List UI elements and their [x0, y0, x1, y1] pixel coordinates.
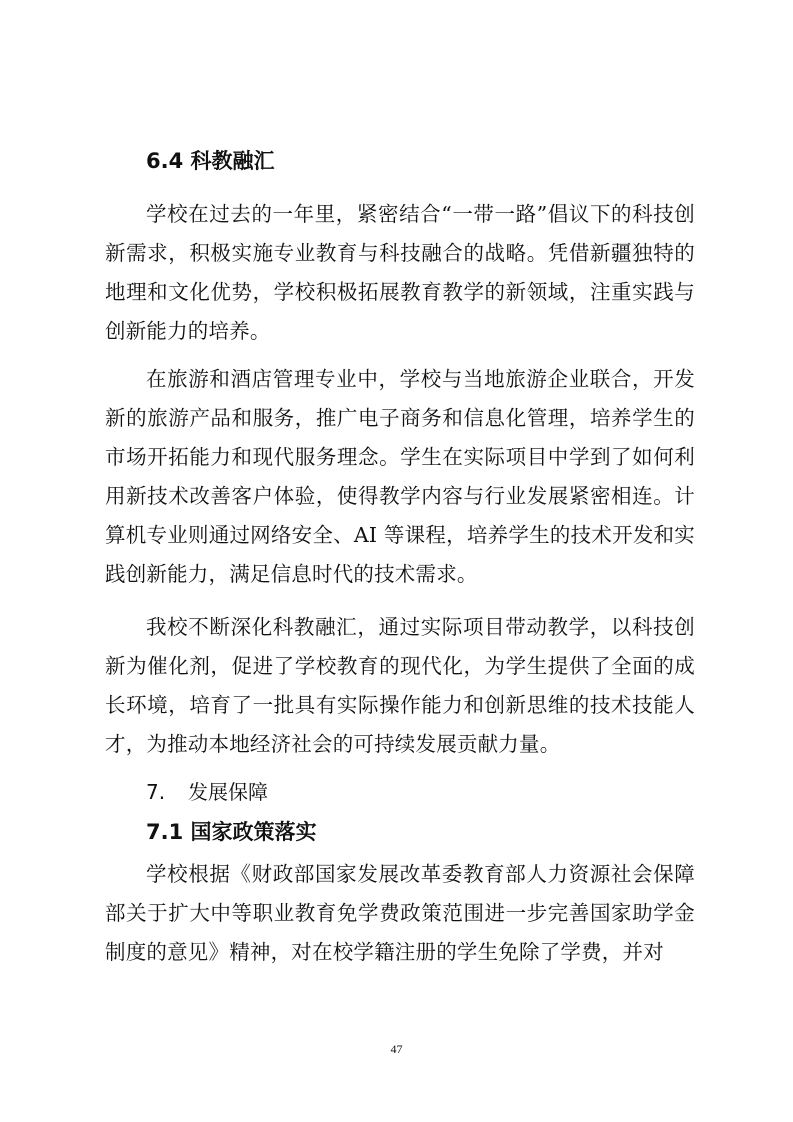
section-6-4-heading: 6.4 科教融汇: [146, 149, 275, 173]
section-6-4-paragraph-3: 我校不断深化科教融汇，通过实际项目带动教学，以科技创新为催化剂，促进了学校教育的现代化，为学生提供了全面的成长环境，培育了一批具有实际操作能力和创新思维的技术技能人才，为推动本地经济社会的可持续发展贡献力量。: [105, 615, 695, 756]
section-6-4-paragraph-1: 学校在过去的一年里，紧密结合“一带一路”倡议下的科技创新需求，积极实施专业教育与科技融合的战略。凭借新疆独特的地理和文化优势，学校积极拓展教育教学的新领域，注重实践与创新能力的培养。: [105, 202, 695, 343]
section-6-4-paragraph-2: 在旅游和酒店管理专业中，学校与当地旅游企业联合，开发新的旅游产品和服务，推广电子商务和信息化管理，培养学生的市场开拓能力和现代服务理念。学生在实际项目中学到了如何利用新技术改善客户体验，使得教学内容与行业发展紧密相连。计算机专业则通过网络安全、AI 等课程，培养学生的技术开发和实践创新能力，满足信息时代的技术需求。: [105, 367, 695, 586]
section-7-1-paragraph-1: 学校根据《财政部国家发展改革委教育部人力资源社会保障部关于扩大中等职业教育免学费政策范围进一步完善国家助学金制度的意见》精神，对在校学籍注册的学生免除了学费，并对: [105, 862, 695, 964]
section-7-number: 7.: [146, 780, 166, 804]
section-7-title: 发展保障: [188, 780, 268, 804]
page-number: 47: [390, 1042, 403, 1056]
section-7-1-heading: 7.1 国家政策落实: [146, 820, 317, 844]
section-7-heading: [146, 777, 268, 807]
